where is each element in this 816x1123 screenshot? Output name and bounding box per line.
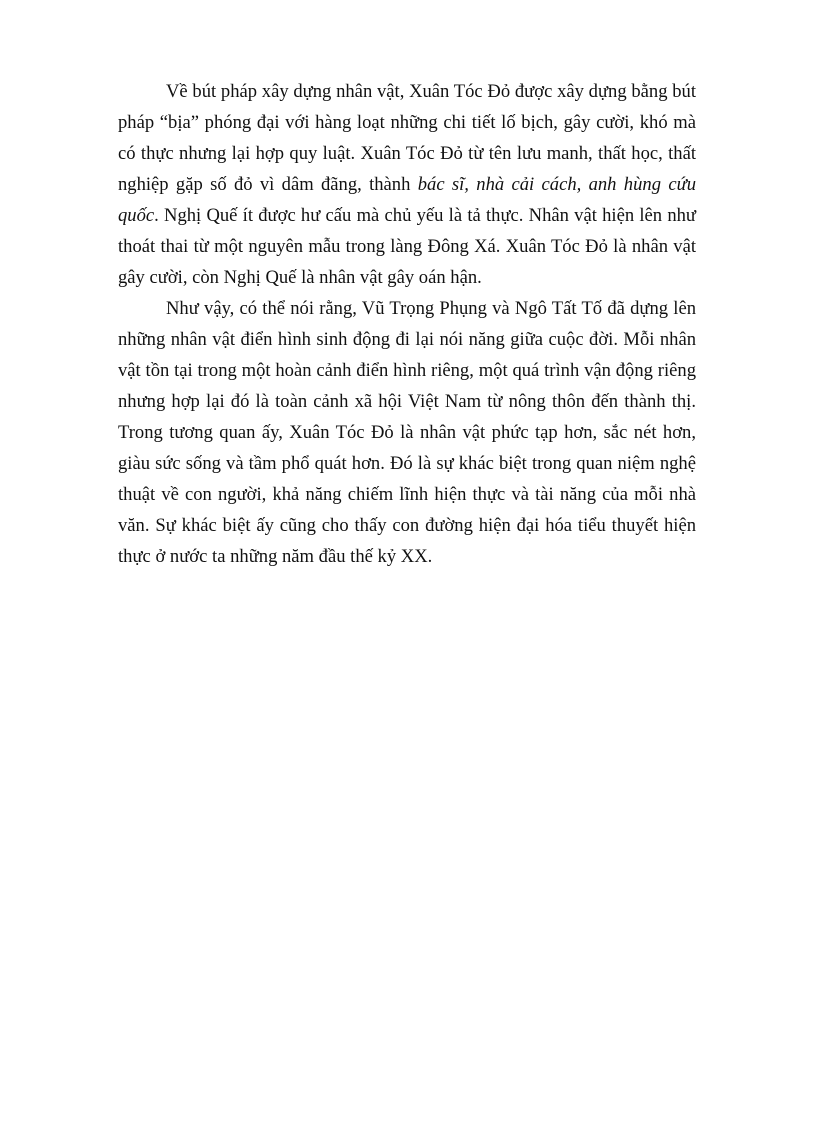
paragraph-1: [118, 76, 696, 293]
paragraph-1-text-start: Về bút pháp xây dựng nhân vật, Xuân Tóc Đỏ được xây dựng bằng bút pháp “bịa” phóng đại với hàng loạt những chi tiết lố bịch, gây cười, khó mà có thực nhưng lại hợp quy luật. Xuân Tóc Đỏ từ tên lưu manh, thất học, thất nghiệp gặp số đỏ vì dâm đãng, thành: [118, 81, 696, 195]
paragraph-2: Như vậy, có thể nói rằng, Vũ Trọng Phụng và Ngô Tất Tố đã dựng lên những nhân vật điển hình sinh động đi lại nói năng giữa cuộc đời. Mỗi nhân vật tồn tại trong một hoàn cảnh điển hình riêng, một quá trình vận động riêng nhưng hợp lại đó là toàn cảnh xã hội Việt Nam từ nông thôn đến thành thị. Trong tương quan ấy, Xuân Tóc Đỏ là nhân vật phức tạp hơn, sắc nét hơn, giàu sức sống và tầm phổ quát hơn. Đó là sự khác biệt trong quan niệm nghệ thuật về con người, khả năng chiếm lĩnh hiện thực và tài năng của mỗi nhà văn. Sự khác biệt ấy cũng cho thấy con đường hiện đại hóa tiểu thuyết hiện thực ở nước ta những năm đầu thế kỷ XX.: [118, 298, 696, 567]
document-body: [118, 76, 696, 572]
paragraph-1-text-end: . Nghị Quế ít được hư cấu mà chủ yếu là tả thực. Nhân vật hiện lên như thoát thai từ một nguyên mẫu trong làng Đông Xá. Xuân Tóc Đỏ là nhân vật gây cười, còn Nghị Quế là nhân vật gây oán hận.: [118, 205, 696, 288]
paragraph-1-italic-text: bác sĩ, nhà cải cách, anh hùng cứu quốc: [118, 174, 697, 226]
